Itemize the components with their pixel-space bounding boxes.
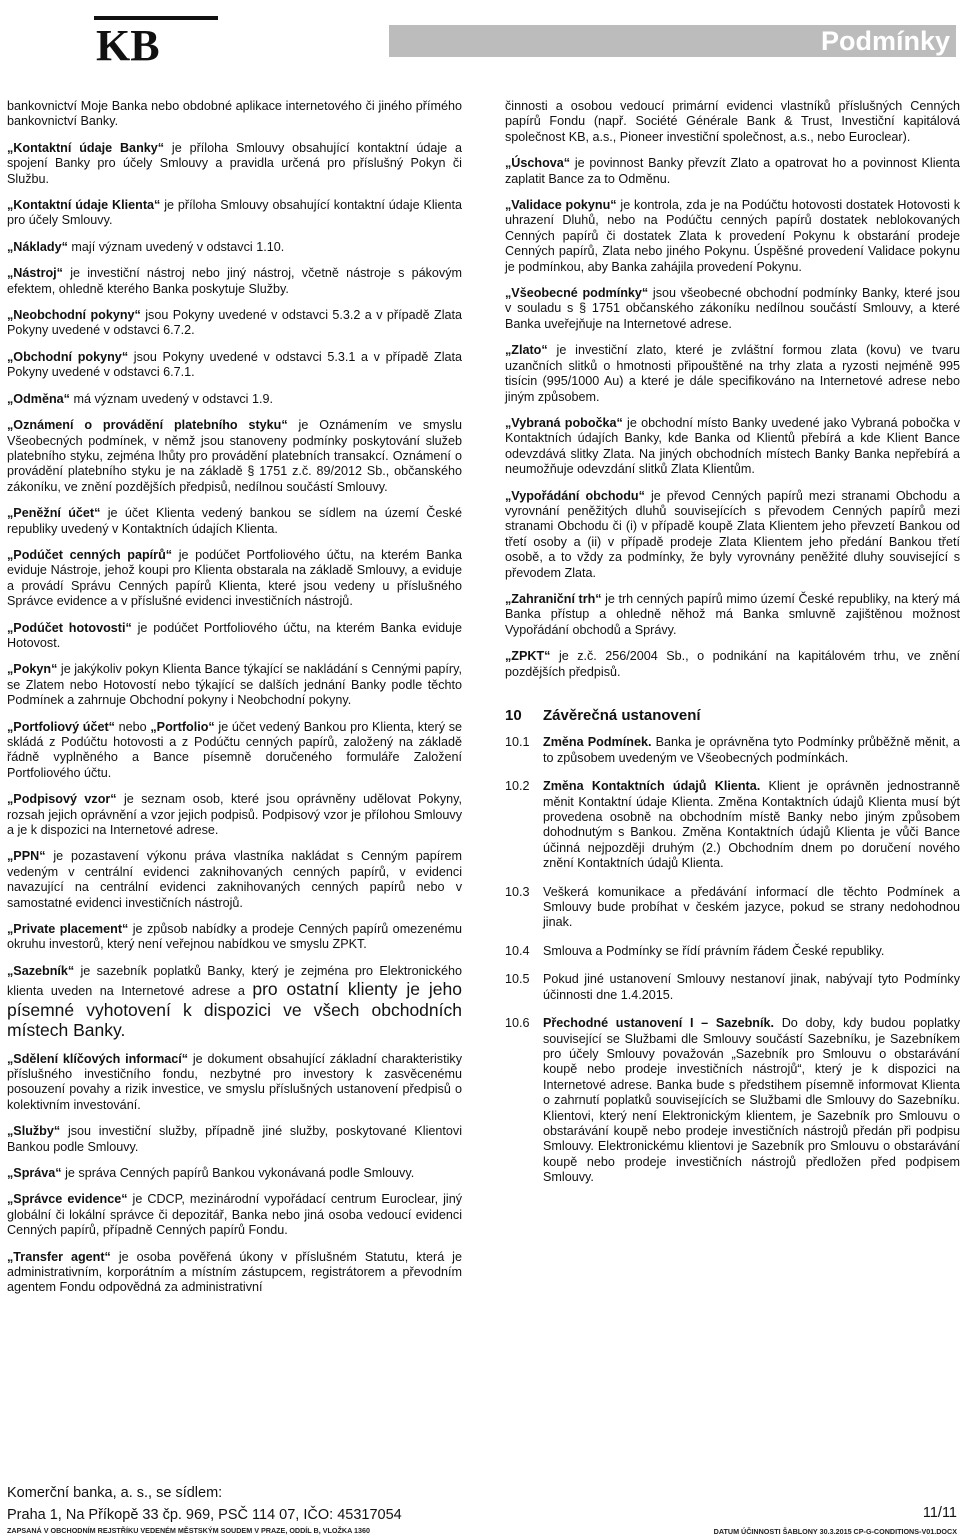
left-definition — [7, 1166, 462, 1181]
definition-text: je seznam osob, které jsou oprávněny udělovat Pokyny, rozsah jejich oprávnění a vzor jejich podpisů. Podpisový vzor je přílohou Smlouvy a je k dispozici na Internetové adrese. — [7, 792, 463, 838]
clause-heading: Změna Podmínek. — [543, 735, 652, 750]
left-definition — [7, 99, 462, 130]
definition-term: „Private placement“ — [7, 922, 129, 937]
definition-text: je investiční nástroj nebo jiný nástroj, včetně nástroje s pákovým efektem, ohledně kterého Banka poskytuje Služby. — [7, 266, 462, 296]
left-definition — [7, 662, 462, 708]
definition-text: je správa Cenných papírů Bankou vykonávaná podle Smlouvy. — [61, 1165, 415, 1180]
definition-text: činnosti a osobou vedoucí primární evidenci vlastníků příslušných Cenných papírů Fondu (např. Société Générale Bank & Trust, Investiční kapitálová společnost KB, a.s., Pioneer investiční společnost, a.s., nebo Euroclear). — [505, 99, 960, 144]
definition-term: „Pokyn“ — [7, 662, 58, 677]
definition-term: „Sazebník“ — [7, 963, 75, 978]
left-definition — [7, 350, 462, 381]
definition-text: je trh cenných papírů mimo území České republiky, na který má Banka přístup a ohledně něhož má Banka smluvně zajištěnou možnost Vypořádání obchodů a Správy. — [505, 591, 960, 637]
left-definition — [7, 792, 462, 838]
definition-text: je CDCP, mezinárodní vypořádací centrum Euroclear, jiný globální či lokální správce či depozitář, Banka nebo jiná osoba vedoucí evidenci Cenných papírů, případně Cenných papírů Fondu. — [7, 1192, 462, 1238]
clause-item — [505, 779, 960, 871]
definition-text: je účet Klienta vedený bankou se sídlem na území České republiky uvedený v Kontaktních údajích Klienta. — [7, 506, 462, 536]
left-definition — [7, 141, 462, 187]
right-definition — [505, 592, 960, 638]
clause-body: Do doby, kdy budou poplatky související se Službami dle Smlouvy součástí Sazebníku, je Sazebníkem pro účely Smlouvy považován „Sazebník pro Smlouvu o obstarávání koupě nebo prodeje investičních nástrojů“, který je k dispozici na Internetové adrese. Banka bude s předstihem písemně informovat Klienta o zahrnutí poplatků souvisejících se Službami dle Smlouvy do Sazebníku. Klientovi, který není Elektronickým klientem, je Sazebník pro Smlouvu o obstarávání koupě nebo prodeje investičních nástrojů předán při podpisu Smlouvy. Elektronickému klientovi je Sazebník pro Smlouvu o obstarávání koupě nebo prodeje investičních nástrojů předložen před podpisem Smlouvy. — [543, 1016, 960, 1185]
definition-text: je osoba pověřená úkony v příslušném Statutu, která je administrativním, korporátním a místním zástupcem, registrátorem a převodním agentem Fondu odpovědná za administrativní — [7, 1249, 462, 1295]
definition-text: je sazebník poplatků Banky, který je zejména pro Elektronického klienta uveden na Internetové adrese a — [7, 963, 462, 999]
definition-term: „Nástroj“ — [7, 266, 63, 281]
definition-term: „Správce evidence“ — [7, 1192, 128, 1207]
definition-term: „Kontaktní údaje Banky“ — [7, 140, 165, 155]
right-column — [505, 99, 960, 1199]
definition-term: „Portfolio“ — [150, 719, 215, 734]
footer-validity: DATUM ÚČINNOSTI ŠABLONY 30.3.2015 CP-G-CONDITIONS-V01.DOCX — [713, 1527, 957, 1536]
definition-term: „Zahraniční trh“ — [505, 591, 602, 606]
section-heading — [505, 708, 960, 723]
footer-registry: ZAPSANÁ V OBCHODNÍM REJSTŘÍKU VEDENÉM MĚSTSKÝM SOUDEM V PRAZE, ODDÍL B, VLOŽKA 1360 — [7, 1526, 371, 1535]
left-definition — [7, 506, 462, 537]
clause-body: Veškerá komunikace a předávání informací dle těchto Podmínek a Smlouvy bude probíhat v českém jazyce, pokud se strany nedohodnou jinak. — [543, 884, 960, 930]
clause-heading: Přechodné ustanovení I – Sazebník. — [543, 1016, 774, 1031]
definition-term: „Podúčet cenných papírů“ — [7, 547, 173, 562]
definition-text-large: pro ostatní klienty je jeho písemné vyhotovení k dispozici ve všech obchodních místech Banky. — [7, 979, 462, 1041]
clause-number: 10.5 — [505, 972, 530, 987]
definition-text: je účet vedený Bankou pro Klienta, který se skládá z Podúčtu hotovosti a z Podúčtu cenných papírů, založený na základě řádně vyplněného a Bance písemně doručeného formuláře Založení Portfoliového účtu. — [7, 719, 462, 780]
definition-term: „Neobchodní pokyny“ — [7, 308, 141, 323]
section-number: 10 — [505, 707, 522, 724]
clause-heading: Změna Kontaktních údajů Klienta. — [543, 779, 761, 794]
left-definition — [7, 849, 462, 911]
definition-text: má význam uvedený v odstavci 1.9. — [69, 391, 273, 406]
clause-body: Smlouva a Podmínky se řídí právním řádem České republiky. — [543, 943, 885, 958]
page-number: 11/11 — [922, 1505, 957, 1521]
definition-text: je příloha Smlouvy obsahující kontaktní údaje a spojení Banky pro účely Smlouvy a pravidla určená pro příslušný Pokyn či Službu. — [7, 140, 462, 186]
kb-logo — [94, 16, 218, 64]
left-definition — [7, 1052, 462, 1114]
definition-term: „Správa“ — [7, 1165, 62, 1180]
right-definition — [505, 416, 960, 478]
left-definition — [7, 266, 462, 297]
clause-number: 10.4 — [505, 943, 530, 958]
definition-text: je způsob nabídky a prodeje Cenných papírů omezenému okruhu investorů, který není veřejnou nabídkou ve smyslu ZPKT. — [7, 922, 462, 952]
definition-text: je z.č. 256/2004 Sb., o podnikání na kapitálovém trhu, ve znění pozdějších předpisů. — [505, 649, 960, 679]
clause-text — [543, 1016, 960, 1185]
definition-text: je jakýkoliv pokyn Klienta Bance týkající se nakládání s Cennými papíry, se Zlatem nebo Hotovostí nebo týkající se dalších jednání Banky podle těchto Podmínek a zahrnuje Obchodní pokyny i Neobchodní pokyny. — [7, 662, 462, 708]
definition-term: „Odměna“ — [7, 391, 70, 406]
definition-text: je pozastavení výkonu práva vlastníka nakládat s Cenným papírem vedeným v centrální evidenci zaknihovaných cenných papírů, v evidenci navazující na centrální evidenci zaknihovaných cenných papírů nebo v samostatné evidenci investičních nástrojů. — [7, 849, 462, 910]
clause-number: 10.3 — [505, 884, 530, 899]
definition-text: bankovnictví Moje Banka nebo obdobné aplikace internetového či jiného přímého bankovnictví Banky. — [7, 99, 462, 129]
definition-text: je Oznámením ve smyslu Všeobecných podmínek, v němž jsou stanoveny podmínky poskytování služeb platebního styku, zejména lhůty pro provádění platebních transakcí. Oznámení o provádění platebního styku je na základě § 1751 z.č. 89/2012 Sb., občanského zákoníku, ve znění pozdějších předpisů, nedílnou součástí Smlouvy. — [7, 418, 462, 494]
definition-text: je investiční zlato, které je zvláštní formou zlata (kovu) ve tvaru uzančních slitků o hmotnosti připouštěné na trhy zlata a ryzosti nejméně 995 tisícin (995/1000 Au) a které je dále specifikováno na Internetové adrese nebo jiným způsobem. — [505, 343, 960, 404]
definition-term: „Služby“ — [7, 1124, 61, 1139]
section-title: Závěrečná ustanovení — [543, 707, 701, 724]
left-definition — [7, 922, 462, 953]
clause-body: Pokud jiné ustanovení Smlouvy nestanoví jinak, nabývají tyto Podmínky účinnosti dne 1.4.2015. — [543, 972, 960, 1002]
definition-term: „Podúčet hotovosti“ — [7, 620, 132, 635]
footer-company: Komerční banka, a. s., se sídlem: — [7, 1485, 223, 1501]
clause-body: Klient je oprávněn jednostranně měnit Kontaktní údaje Klienta. Změna Kontaktních údajů Klienta musí být provedena osobně na obchodním místě Banky nebo jiným způsobem dohodnutým s Bankou. Změna Kontaktních údajů Klienta je vůči Bance účinná nejpozději druhým (2.) Obchodním dnem po doručení nového znění Kontaktních údajů Klienta. — [543, 779, 960, 871]
right-definition — [505, 343, 960, 405]
clause-text — [543, 972, 960, 1003]
definition-term: „Vypořádání obchodu“ — [505, 488, 645, 503]
definition-term: „ZPKT“ — [505, 649, 551, 664]
definition-text: je obchodní místo Banky uvedené jako Vybraná pobočka v Kontaktních údajích Banky, kde Banka od Klientů přebírá a kde Klient Bance odevzdává slitky Zlata. Na jiných obchodních místech Banky Banka nepřebírá a neumožňuje odevzdání slitků Zlata Klientům. — [505, 415, 960, 477]
left-definition — [7, 392, 462, 407]
clause-body: Banka je oprávněna tyto Podmínky průběžně měnit, a to způsobem uvedeným ve Všeobecných podmínkách. — [543, 735, 960, 765]
definition-text: nebo — [114, 719, 151, 734]
clause-item — [505, 735, 960, 766]
clause-item — [505, 944, 960, 959]
left-definition — [7, 308, 462, 339]
clause-number: 10.2 — [505, 779, 530, 794]
left-definition — [7, 240, 462, 255]
left-definition — [7, 548, 462, 610]
definition-term: „Podpisový vzor“ — [7, 792, 117, 807]
definition-term: „Sdělení klíčových informací“ — [7, 1051, 189, 1066]
clause-text — [543, 944, 960, 959]
left-definition — [7, 1124, 462, 1155]
right-definition — [505, 286, 960, 332]
definition-text: je povinnost Banky převzít Zlato a opatrovat ho a povinnost Klienta zaplatit Bance za to Odměnu. — [505, 156, 960, 186]
definition-term: „Peněžní účet“ — [7, 506, 101, 521]
definition-text: mají význam uvedený v odstavci 1.10. — [67, 239, 285, 254]
definition-term: „Portfoliový účet“ — [7, 719, 115, 734]
definition-term: „Vybraná pobočka“ — [505, 415, 623, 430]
clause-item — [505, 972, 960, 1003]
definition-term: „Všeobecné podmínky“ — [505, 286, 649, 301]
definition-term: „Zlato“ — [505, 343, 548, 358]
definition-text: jsou všeobecné obchodní podmínky Banky, které jsou v souladu s § 1751 občanského zákoníku nedílnou součástí Smlouvy, a které Banka uveřejňuje na Internetové adrese. — [505, 286, 960, 331]
left-definition — [7, 1192, 462, 1238]
definition-text: jsou investiční služby, případně jiné služby, poskytované Klientovi Bankou podle Smlouvy. — [7, 1124, 462, 1154]
definition-text: je podúčet Portfoliového účtu, na kterém Banka eviduje Hotovost. — [7, 620, 462, 650]
right-definition — [505, 198, 960, 275]
definition-term: „Validace pokynu“ — [505, 198, 617, 213]
definition-term: „Náklady“ — [7, 239, 68, 254]
right-definition — [505, 489, 960, 581]
definition-text: je převod Cenných papírů mezi stranami Obchodu a vyrovnání peněžitých dluhů souvisejících s převodem Cenných papírů mezi stranami Obchodu či (i) v případě koupě Zlata Klientem jeho převzetí Bankou od třetí osoby a (ii) v případě prodeje Zlata Klientem jeho předání Bankou třetí osobě, a to vždy za podmínky, že byly vyrovnány peněžité dluhy související s převodem Zlata. — [505, 488, 960, 580]
definition-text: jsou Pokyny uvedené v odstavci 5.3.1 a v případě Zlata Pokyny uvedené v odstavci 6.7.1. — [7, 349, 463, 380]
right-definition — [505, 156, 960, 187]
definition-term: „Obchodní pokyny“ — [7, 349, 129, 364]
page-footer — [7, 1485, 957, 1535]
footer-address: Praha 1, Na Příkopě 33 čp. 969, PSČ 114 07, IČO: 45317054 — [7, 1507, 402, 1523]
definition-term: „Oznámení o provádění platebního styku“ — [7, 418, 288, 433]
left-definition — [7, 621, 462, 652]
definition-term: „Úschova“ — [505, 156, 571, 171]
clause-number: 10.1 — [505, 735, 530, 750]
left-definition — [7, 720, 462, 782]
definition-text: je příloha Smlouvy obsahující kontaktní údaje Klienta pro účely Smlouvy. — [7, 198, 462, 228]
definition-text: je kontrola, zda je na Podúčtu hotovosti dostatek Hotovosti k uhrazení Dluhů, nebo na Podúčtu cenných papírů dostatek neblokovaných Cenných papírů či dostatek Zlata k provedení Pokynu k obstarání prodeje Cenných papírů, Zlata nebo jiného Pokynu. Úspěšné provedení Validace pokynu je podmínkou, aby Banka zahájila provedení Pokynu. — [505, 198, 960, 274]
document-title: Podmínky — [389, 25, 956, 57]
left-definition — [7, 198, 462, 229]
left-definition — [7, 1250, 462, 1296]
svg-text:KB: KB — [96, 21, 160, 64]
definition-text: jsou Pokyny uvedené v odstavci 5.3.2 a v případě Zlata Pokyny uvedené v odstavci 6.7.2. — [7, 308, 462, 338]
clause-item — [505, 1016, 960, 1185]
left-column — [7, 99, 462, 1307]
clause-number: 10.6 — [505, 1016, 530, 1031]
definition-text: je dokument obsahující základní charakteristiky příslušného investičního fondu, nezbytné pro investory k zasvěcenému posouzení povahy a rizik investice, ve smyslu příslušných ustanovení předpisů o kolektivním investování. — [7, 1051, 462, 1112]
clause-text — [543, 779, 960, 871]
clause-item — [505, 885, 960, 931]
definition-term: „Transfer agent“ — [7, 1249, 111, 1264]
right-definition — [505, 649, 960, 680]
left-definition — [7, 964, 462, 1041]
left-definition — [7, 418, 462, 495]
right-definition — [505, 99, 960, 145]
definition-term: „Kontaktní údaje Klienta“ — [7, 198, 161, 213]
clause-text — [543, 885, 960, 931]
definition-term: „PPN“ — [7, 849, 46, 864]
page-header — [0, 0, 960, 86]
clause-text — [543, 735, 960, 766]
definition-text: je podúčet Portfoliového účtu, na kterém Banka eviduje Nástroje, jehož koupi pro Klienta obstarala na základě Smlouvy, a eviduje a provádí Správu Cenných papírů Klienta, které jsou vedeny u příslušného Správce evidence a v příslušné evidenci investičních nástrojů. — [7, 547, 462, 609]
